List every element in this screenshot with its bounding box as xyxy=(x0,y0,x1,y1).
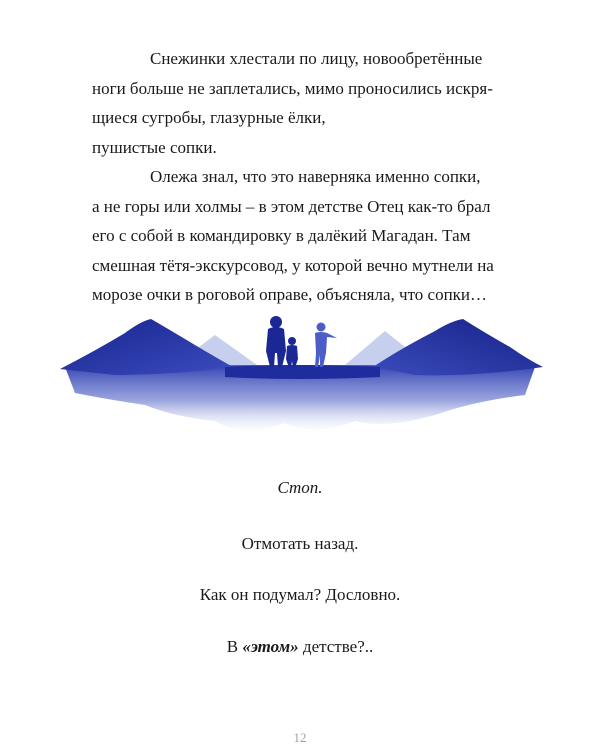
figures xyxy=(266,316,337,368)
question-line: Как он подумал? Дословно. xyxy=(199,585,401,604)
watercolor-hills-illustration xyxy=(55,305,545,455)
text-line: Снежинки хлестали по лицу, новообретённые xyxy=(150,49,483,68)
text-line: щиеся сугробы, глазурные ёлки, xyxy=(92,108,326,127)
text-line: его с собой в командировку в далёкий Магадан. Там xyxy=(92,226,471,245)
text-line: смешная тётя-экскурсовод, у которой вечно мутнели на xyxy=(92,255,494,275)
central-ridge xyxy=(225,365,380,379)
text-line: а не горы или холмы – в этом детстве Отец как-то брал xyxy=(92,196,491,216)
this-childhood-line xyxy=(0,637,600,657)
page-number: 12 xyxy=(293,730,307,745)
text-line: морозе очки в роговой оправе, объясняла, что сопки… xyxy=(92,285,488,304)
stop-line: Стоп. xyxy=(277,478,323,497)
line-suffix: детстве?.. xyxy=(298,637,374,656)
line-prefix: В xyxy=(226,637,243,656)
text-line: Олежа знал, что это наверняка именно сопки, xyxy=(150,167,481,186)
emphasized-word: «этом» xyxy=(242,637,299,656)
rewind-line: Отмотать назад. xyxy=(241,534,359,553)
text-line: пушистые сопки. xyxy=(92,137,217,157)
body-text xyxy=(92,44,532,310)
text-line: ноги больше не заплетались, мимо проносились искря- xyxy=(92,78,493,98)
